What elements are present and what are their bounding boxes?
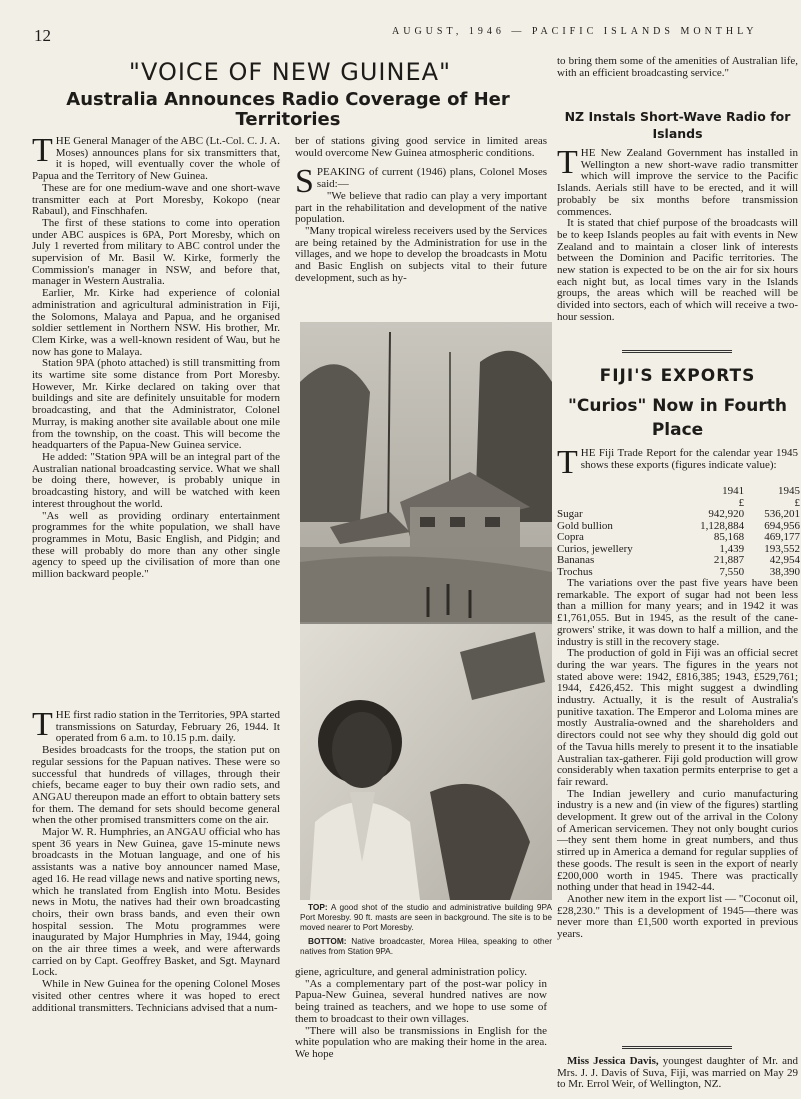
exports-table-grid [557, 486, 800, 578]
col1b-para-1: Besides broadcasts for the troops, the station put on regular sessions for the Papuan natives. These were so successful that hundreds of villages, through their chiefs, became eager to buy their own radio sets, and ANGAU thereupon made an effort to obtain battery sets for them. The demand for sets should become general when the other promised transmitters come on the air. [32, 744, 280, 827]
fiji-para-0: The variations over the past five years have been remarkable. The export of sugar had not been less than a million for many years; and in 1942 it was £1,761,055. But in 1945, as the result of the cane-growers' strike, it was down to half a million, and the industry is still in the recovery stage. [557, 577, 798, 648]
col1b-para-0: THE first radio station in the Territories, 9PA started transmissions on Saturday, February 26, 1944. It operated from 6 a.m. to 10.15 p.m. daily. [32, 706, 280, 745]
section-divider [622, 350, 732, 353]
photo-illustration [300, 322, 552, 900]
social-name: Miss Jessica Davis, [567, 1055, 659, 1067]
col1-para-2: The first of these stations to come into operation under ABC auspices is 6PA, Port Moresby, which on July 1 reverted from military to ABC control under the supervision of Mr. Basil W. Kirke, formerly the Commission's manager in NSW, and before that, manager in Western Australia. [32, 216, 280, 288]
photo-caption [300, 902, 552, 960]
section-divider-2 [622, 1046, 732, 1049]
article-column-2-bottom [295, 967, 547, 1061]
page-number: 12 [34, 26, 51, 45]
caption-bottom: BOTTOM: Native broadcaster, Morea Hilea, speaking to other natives from Station 9PA. [300, 936, 552, 956]
dropcap: T [32, 132, 53, 169]
table-row: Bananas 21,887 42,954 [557, 554, 800, 566]
table-row: Gold bullion 1,128,884 694,956 [557, 519, 800, 532]
col1-para-1: These are for one medium-wave and one short-wave transmitter each at Port Moresby, Kokopo (near Rabaul), and Finschhafen. [32, 181, 280, 218]
dropcap: T [32, 706, 53, 743]
table-header-years [557, 486, 800, 498]
col1-para-4: Station 9PA (photo attached) is still transmitting from its wartime site some distance from Port Moresby. However, Mr. Kirke declared on taking over that buildings and site are definitely unsuitable for modern broadcasting, and that the Administrator, Colonel Murray, is making another site available about one mile from the township, on the coast. This will become the headquarters of the Papua-New Guinea service. [32, 357, 280, 452]
col1-para-0: THE General Manager of the ABC (Lt.-Col. C. J. A. Moses) announces plans for six transmitters that, it is hoped, will eventually cover the whole of Papua and the Territory of New Guinea. [32, 132, 280, 183]
exports-table [557, 486, 800, 578]
fiji-intro [557, 444, 798, 481]
table-row: Copra 85,168 469,177 [557, 531, 800, 543]
fiji-para-2: The Indian jewellery and curio manufacturing industry is a new and (in view of the figures) startling development. It grew out of the arrival in the Colony of American servicemen. They not only bought curios—they sent them home in great numbers, and thus stirred up in America a demand for regular supplies of these goods. The result is seen in the export of nearly £200,000 worth in 1945. There was practically nothing under that head in 1942-44. [557, 787, 798, 894]
col2-para-2: "Many tropical wireless receivers used by the Services are being retained by the Administration for use in the villages, and we hope to develop the broadcasts in Motu and Basic English on subjects vital to their future development, such as hy- [295, 224, 547, 284]
dropcap: S [295, 163, 314, 201]
fiji-headline: FIJI'S EXPORTS [599, 366, 756, 386]
col2-bottom-para-2: "There will also be transmissions in English for the white population who are making their home in the area. We hope [295, 1024, 547, 1060]
col1b-para-2: Major W. R. Humphries, an ANGAU official who has spent 36 years in New Guinea, gave 15-minute news broadcasts in the Motuan language, and one of his assistants was a native boy announcer named Mase, aged 16. He read village news and native sporting news, which he translated from English into Motu. Besides news in Motu, the natives had their own broadcasting choirs, their own brass bands, and even their own hospital session. The Motu programmes were inaugurated by Major Humphries in May, 1944, going on the air three times a week, and were afterwards carried on by Capt. Geoffrey Basket, and Sgt. Maynard Lock. [32, 826, 280, 979]
fiji-para-1: The production of gold in Fiji was an official secret during the war years. The figures in the years not stated above were: 1942, £816,385; 1943, £529,761; 1944, £426,452. This might suggest a dwindling industry. Actually, it is the result of Australia's punitive taxation. The Emperor and Loloma mines are mostly Australia-owned and the shareholders and directors could not see why they should dig gold out of the Tavua hills merely to present it to the insatiable Australian tax-gatherer. Fiji gold production will grow considerably when taxation permits enterprise to get a fair reward. [557, 647, 798, 788]
running-title: AUGUST, 1946 — PACIFIC ISLANDS MONTHLY [392, 26, 758, 37]
fiji-para-3: Another new item in the export list — "Coconut oil, £28,230." This is a development of 1945—there was never more than £1,500 worth exported in previous years. [557, 892, 798, 941]
col2-top-para: ber of stations giving good service in limited areas would overcome New Guinea atmospheric conditions. [295, 135, 547, 159]
article-headline: Australia Announces Radio Coverage of Her Territories [66, 89, 510, 130]
unit-1945: £ [794, 496, 800, 509]
dropcap: T [557, 444, 578, 481]
col2-para-0: SPEAKING of current (1946) plans, Colonel Moses said:— [295, 163, 547, 201]
col2-bottom-para-0: giene, agriculture, and general administration policy. [295, 966, 528, 978]
article-column-1b [32, 706, 280, 1014]
nz-para-0: THE New Zealand Government has installed in Wellington a new short-wave radio transmitter which will improve the service to the Pacific Islands. Aerials still have to be erected, and it will probably be six months before transmission commences. [557, 144, 798, 218]
right-column-continuation [557, 56, 798, 79]
caption-top: TOP: A good shot of the studio and administrative building 9PA Port Moresby. 90 ft. masts are seen in background. The site is to be moved nearer to Port Moresby. [300, 902, 552, 932]
social-note [557, 1056, 798, 1091]
continuation-text: to bring them some of the amenities of Australian life, with an efficient broadcasting service." [557, 55, 798, 79]
nz-para-1: It is stated that chief purpose of the broadcasts will be to keep Islands peoples au fait with events in New Zealand and to maintain a closer link of interests between the Dominion and Pacific territories. The new station is expected to be on the air for six hours each night but, as local times vary in the Islands groups, the areas which will be reached will be divided into sectors, each of which will receive a two-hour session. [557, 217, 798, 323]
article-column-2-top [295, 136, 547, 284]
column-header-1945: 1945 [778, 485, 800, 497]
article-column-1 [32, 132, 280, 581]
table-row: Curios, jewellery 1,439 193,552 [557, 542, 800, 555]
col2-bottom-para-1: "As a complementary part of the post-war policy in Papua-New Guinea, several hundred natives are now being trained as teachers, and we hope to use some of them to broadcast to their own villages. [295, 977, 547, 1025]
fiji-article [557, 578, 798, 941]
unit-1941: £ [738, 496, 745, 509]
table-row: Trochus 7,550 38,390 [557, 565, 800, 578]
article-photo [300, 322, 552, 900]
col2-para-1: "We believe that radio can play a very important part in the rehabilitation and development of the native population. [295, 189, 547, 226]
social-text: Miss Jessica Davis, youngest daughter of Mr. and Mrs. J. J. Davis of Suva, Fiji, was married on May 29 to Mr. Errol Weir, of Wellington, NZ. [557, 1055, 798, 1091]
col1b-para-3: While in New Guinea for the opening Colonel Moses visited other centres where it was hoped to erect additional transmitters. Technicians advised that a num- [32, 978, 280, 1014]
table-row: Sugar 942,920 536,201 [557, 508, 800, 520]
fiji-subheadline: "Curios" Now in Fourth Place [568, 396, 787, 440]
nz-article [557, 144, 798, 324]
column-header-1941: 1941 [722, 485, 745, 497]
nz-headline: NZ Instals Short-Wave Radio for Islands [564, 109, 791, 141]
dropcap: T [557, 144, 578, 181]
fiji-intro-text: THE Fiji Trade Report for the calendar year 1945 shows these exports (figures indicate value): [557, 444, 798, 481]
col1-para-3: Earlier, Mr. Kirke had experience of colonial administration and agricultural administration in Fiji, the Solomons, Malaya and Papua, and he organised soldier settlement in Northern NSW. His brother, Mr. Clem Kirke, was a well-known resident of Wau, but he now has gone to Malaya. [32, 287, 280, 358]
col1-para-5: He added: "Station 9PA will be an integral part of the Australian national broadcasting service. What we shall be doing there, however, is probably unique in broadcasting history, and will be watched with keen interest throughout the world. [32, 450, 280, 510]
col1-para-6: "As well as providing ordinary entertainment programmes for the white population, we shall have programmes in Motu, Basic English, and Pidgin; and these will probably do more than any other single agency to speed up the civilisation of more than one million backward people." [32, 509, 280, 581]
article-kicker: "VOICE OF NEW GUINEA" [128, 58, 452, 86]
